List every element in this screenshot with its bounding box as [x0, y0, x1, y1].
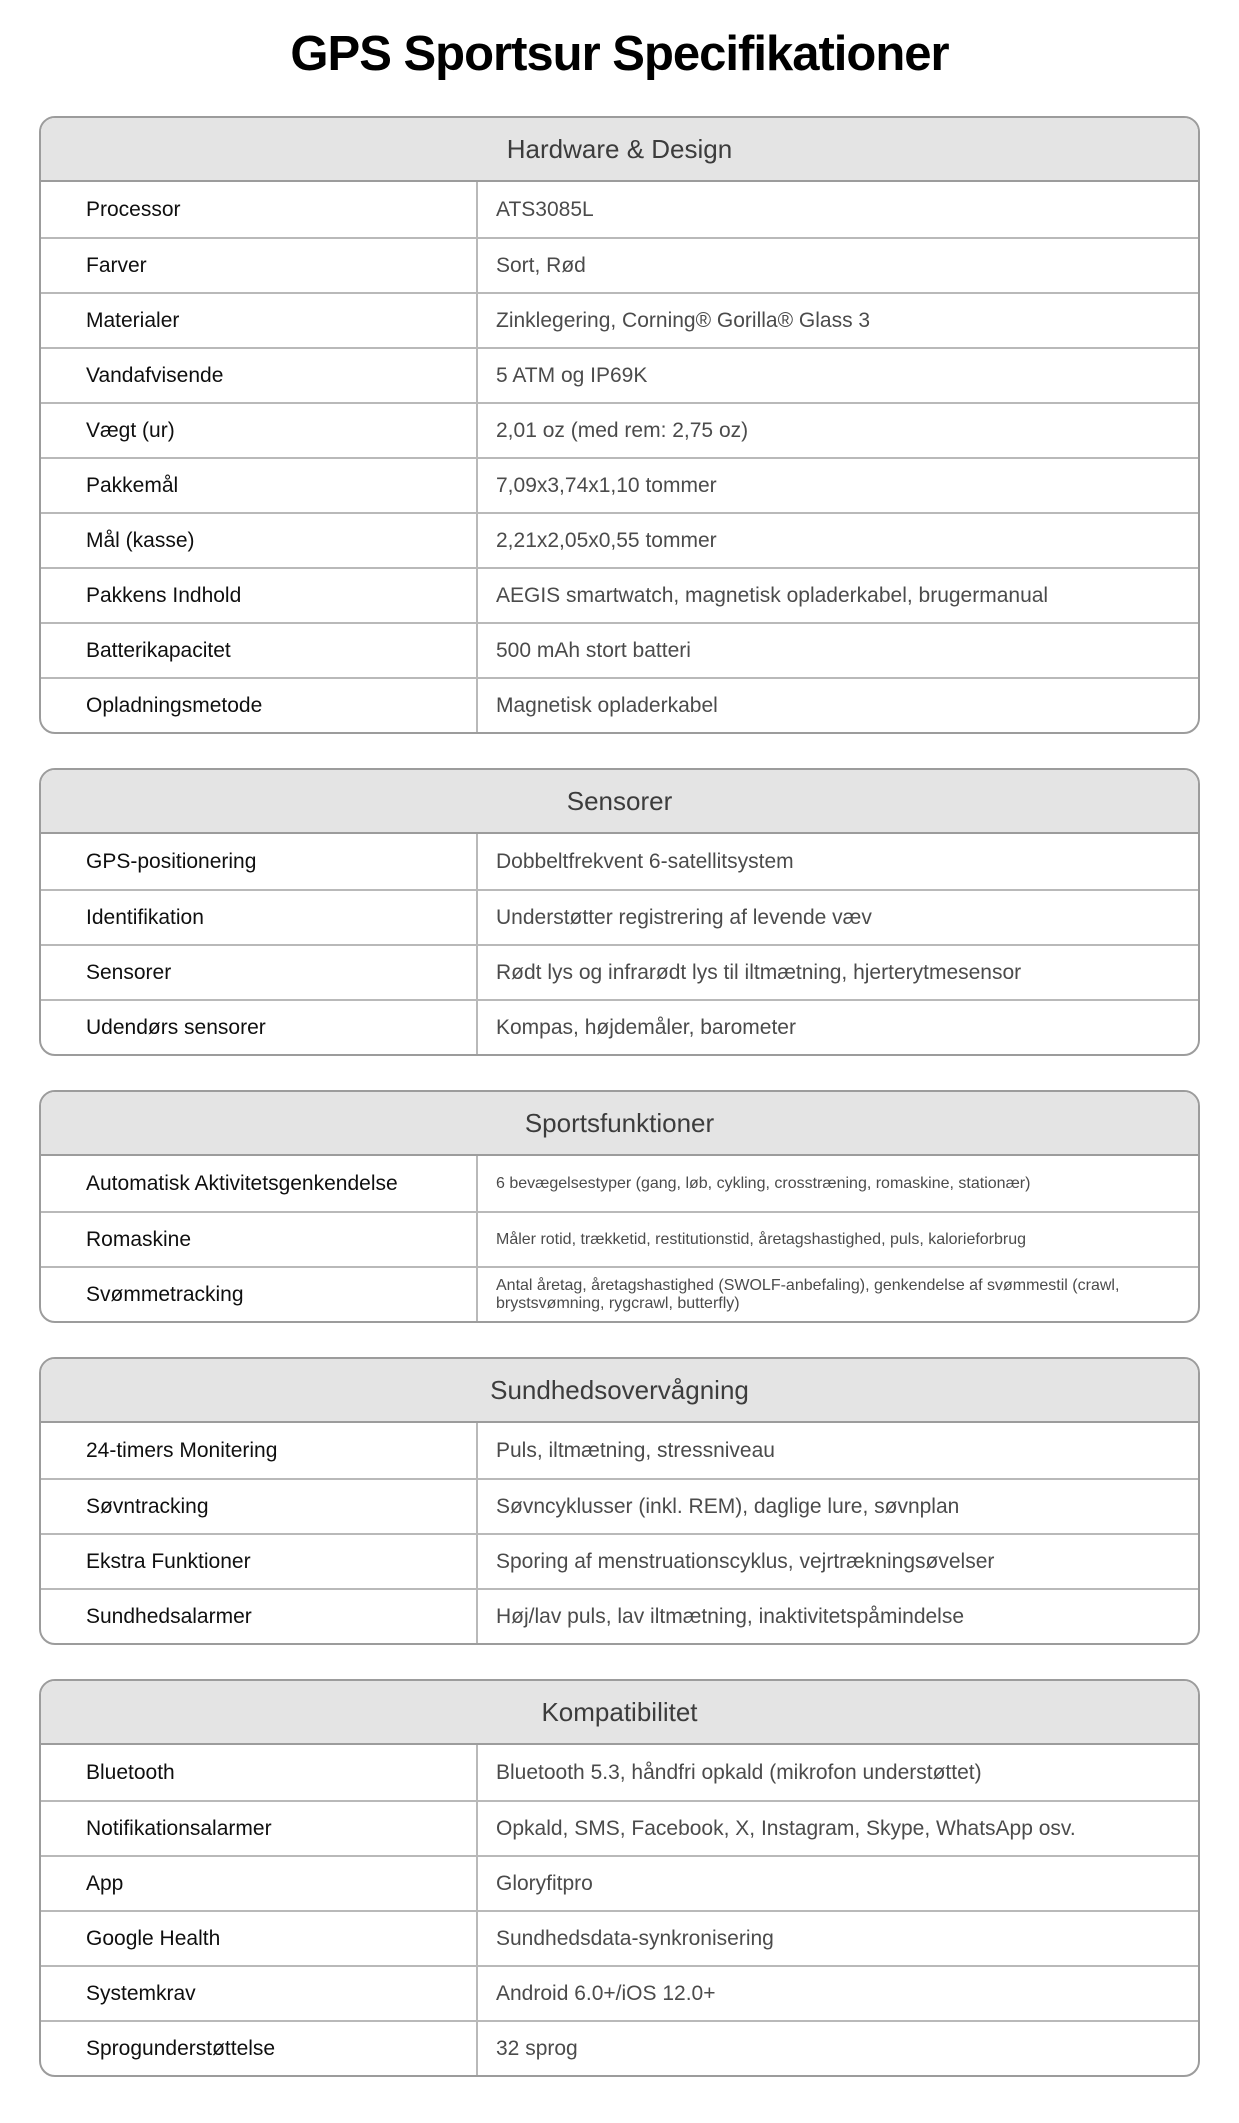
- spec-section: [39, 1679, 1200, 2077]
- spec-label: Mål (kasse): [86, 528, 195, 552]
- spec-value: Kompas, højdemåler, barometer: [476, 1001, 1198, 1054]
- spec-value: Rødt lys og infrarødt lys til iltmætning, hjerterytmesensor: [476, 946, 1198, 999]
- spec-label: Pakkemål: [86, 473, 179, 497]
- table-row: [41, 1910, 1198, 1965]
- spec-value: Antal åretag, åretagshastighed (SWOLF-anbefaling), genkendelse af svømmestil (crawl, brystsvømning, rygcrawl, butterfly): [476, 1268, 1198, 1321]
- spec-label: Farver: [86, 253, 147, 277]
- spec-value: Bluetooth 5.3, håndfri opkald (mikrofon understøttet): [476, 1745, 1198, 1800]
- section-title: Hardware & Design: [506, 133, 733, 164]
- spec-label: Bluetooth: [86, 1760, 175, 1784]
- spec-label: Romaskine: [86, 1227, 192, 1251]
- table-row: [41, 1423, 1198, 1478]
- section-title: Sundhedsovervågning: [490, 1374, 749, 1405]
- spec-value: Android 6.0+/iOS 12.0+: [476, 1967, 1198, 2020]
- spec-label: GPS-positionering: [86, 849, 257, 873]
- spec-label: Systemkrav: [86, 1981, 196, 2005]
- table-row: [41, 622, 1198, 677]
- table-row: [41, 457, 1198, 512]
- spec-value: Høj/lav puls, lav iltmætning, inaktivitetspåmindelse: [476, 1590, 1198, 1643]
- table-row: [41, 1533, 1198, 1588]
- section-header: [41, 770, 1198, 834]
- spec-value: Gloryfitpro: [476, 1857, 1198, 1910]
- spec-label: Sprogunderstøttelse: [86, 2036, 276, 2060]
- table-row: [41, 1156, 1198, 1211]
- page-title: GPS Sportsur Specifikationer: [290, 27, 949, 81]
- spec-label: Opladningsmetode: [86, 693, 263, 717]
- section-rows: [41, 834, 1198, 1054]
- spec-label: Udendørs sensorer: [86, 1015, 266, 1039]
- table-row: [41, 567, 1198, 622]
- spec-label: Sundhedsalarmer: [86, 1604, 252, 1628]
- spec-value: 32 sprog: [476, 2022, 1198, 2075]
- section-header: [41, 118, 1198, 182]
- spec-sections: [39, 116, 1200, 2077]
- spec-label: App: [86, 1871, 124, 1895]
- spec-label: Identifikation: [86, 905, 204, 929]
- spec-value: Understøtter registrering af levende væv: [476, 891, 1198, 944]
- spec-section: [39, 116, 1200, 734]
- table-row: [41, 1965, 1198, 2020]
- spec-label: Google Health: [86, 1926, 221, 1950]
- table-row: [41, 1800, 1198, 1855]
- spec-label: Materialer: [86, 308, 180, 332]
- section-rows: [41, 182, 1198, 732]
- table-row: [41, 2020, 1198, 2075]
- spec-label: Pakkens Indhold: [86, 583, 242, 607]
- section-rows: [41, 1156, 1198, 1321]
- table-row: [41, 889, 1198, 944]
- spec-value: Puls, iltmætning, stressniveau: [476, 1423, 1198, 1478]
- section-header: [41, 1681, 1198, 1745]
- spec-value: Dobbeltfrekvent 6-satellitsystem: [476, 834, 1198, 889]
- section-rows: [41, 1745, 1198, 2075]
- spec-label: Ekstra Funktioner: [86, 1549, 251, 1573]
- spec-value: Zinklegering, Corning® Gorilla® Glass 3: [476, 294, 1198, 347]
- spec-label: Svømmetracking: [86, 1282, 244, 1306]
- spec-value: 6 bevægelsestyper (gang, løb, cykling, crosstræning, romaskine, stationær): [476, 1156, 1198, 1211]
- section-header: [41, 1092, 1198, 1156]
- table-row: [41, 944, 1198, 999]
- section-title: Sensorer: [566, 785, 673, 816]
- table-row: [41, 1478, 1198, 1533]
- spec-value: Sporing af menstruationscyklus, vejrtrækningsøvelser: [476, 1535, 1198, 1588]
- spec-value: AEGIS smartwatch, magnetisk opladerkabel, brugermanual: [476, 569, 1198, 622]
- section-title: Kompatibilitet: [541, 1696, 698, 1727]
- spec-value: 7,09x3,74x1,10 tommer: [476, 459, 1198, 512]
- spec-label: Sensorer: [86, 960, 172, 984]
- spec-value: Søvncyklusser (inkl. REM), daglige lure, søvnplan: [476, 1480, 1198, 1533]
- spec-label: Batterikapacitet: [86, 638, 231, 662]
- spec-value: Opkald, SMS, Facebook, X, Instagram, Skype, WhatsApp osv.: [476, 1802, 1198, 1855]
- spec-section: [39, 1357, 1200, 1645]
- section-header: [41, 1359, 1198, 1423]
- spec-value: 2,01 oz (med rem: 2,75 oz): [476, 404, 1198, 457]
- table-row: [41, 999, 1198, 1054]
- spec-value: 500 mAh stort batteri: [476, 624, 1198, 677]
- table-row: [41, 512, 1198, 567]
- spec-value: Måler rotid, trækketid, restitutionstid, åretagshastighed, puls, kalorieforbrug: [476, 1213, 1198, 1266]
- spec-label: Processor: [86, 197, 181, 221]
- table-row: [41, 1745, 1198, 1800]
- spec-label: Vægt (ur): [86, 418, 175, 442]
- table-row: [41, 1211, 1198, 1266]
- spec-label: 24-timers Monitering: [86, 1438, 278, 1462]
- table-row: [41, 182, 1198, 237]
- spec-section: [39, 768, 1200, 1056]
- table-row: [41, 347, 1198, 402]
- spec-value: Sort, Rød: [476, 239, 1198, 292]
- spec-value: 5 ATM og IP69K: [476, 349, 1198, 402]
- table-row: [41, 834, 1198, 889]
- table-row: [41, 677, 1198, 732]
- table-row: [41, 1855, 1198, 1910]
- section-rows: [41, 1423, 1198, 1643]
- table-row: [41, 402, 1198, 457]
- spec-value: Magnetisk opladerkabel: [476, 679, 1198, 732]
- table-row: [41, 237, 1198, 292]
- spec-label: Søvntracking: [86, 1494, 209, 1518]
- spec-label: Automatisk Aktivitetsgenkendelse: [86, 1171, 398, 1195]
- spec-value: Sundhedsdata-synkronisering: [476, 1912, 1198, 1965]
- spec-label: Vandafvisende: [86, 363, 224, 387]
- spec-value: 2,21x2,05x0,55 tommer: [476, 514, 1198, 567]
- section-title: Sportsfunktioner: [524, 1107, 715, 1138]
- table-row: [41, 1588, 1198, 1643]
- table-row: [41, 1266, 1198, 1321]
- spec-section: [39, 1090, 1200, 1323]
- spec-value: ATS3085L: [476, 182, 1198, 237]
- spec-label: Notifikationsalarmer: [86, 1816, 272, 1840]
- table-row: [41, 292, 1198, 347]
